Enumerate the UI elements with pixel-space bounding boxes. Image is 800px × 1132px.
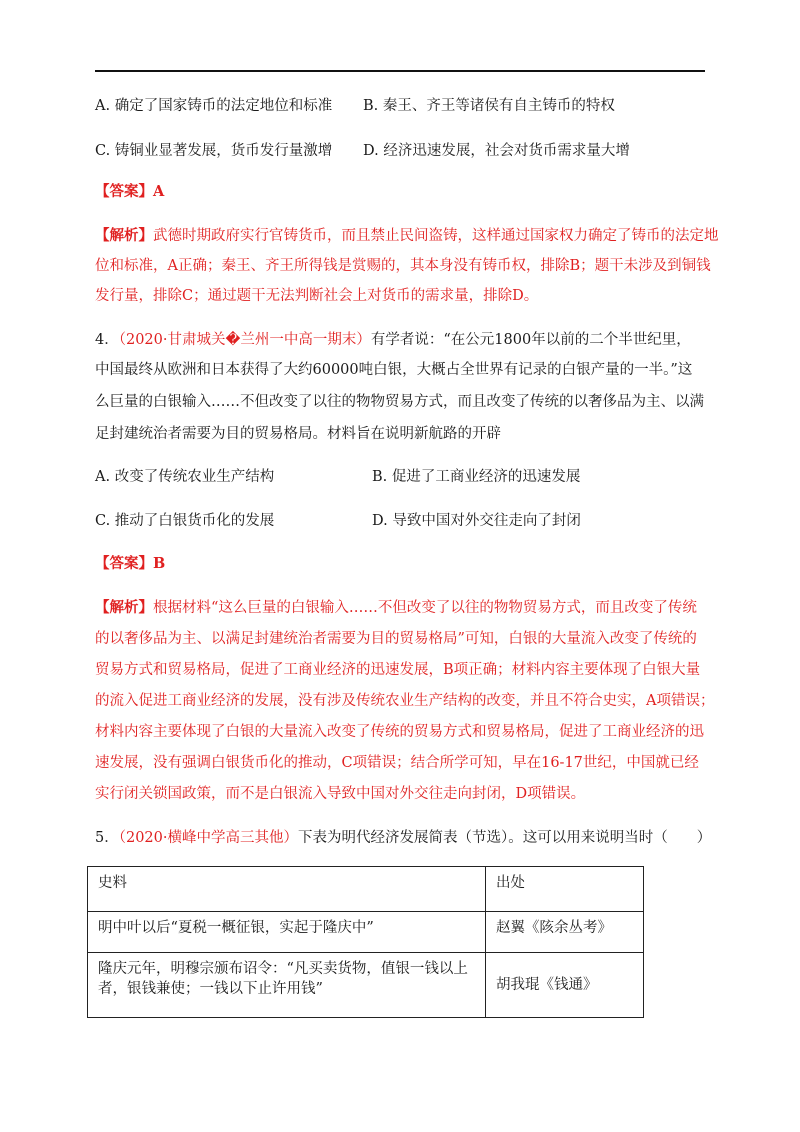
question-number: 4． [95, 332, 119, 348]
q3-answer [95, 182, 164, 202]
q3-analysis-line: 位和标准，A正确；秦王、齐王所得钱是赏赐的，其本身没有铸币权，排除B；题干未涉及到铜钱 [95, 258, 711, 274]
answer-tag: 【答案】 [95, 183, 153, 200]
header-rule [95, 70, 705, 72]
q4-option-b[interactable]: B. 促进了工商业经济的迅速发展 [372, 469, 581, 485]
q4-analysis-line: 贸易方式和贸易格局，促进了工商业经济的迅速发展，B项正确；材料内容主要体现了白银大量 [95, 662, 701, 678]
analysis-text: 根据材料“这么巨量的白银输入……不但改变了以往的物物贸易方式，而且改变了传统 [153, 600, 697, 616]
q4-analysis-line: 速发展，没有强调白银货币化的推动，C项错误；结合所学可知，早在16-17世纪，中国就已经 [95, 755, 699, 771]
q4-stem-line: 么巨量的白银输入……不但改变了以往的物物贸易方式，而且改变了传统的以奢侈品为主、以满 [95, 394, 704, 410]
table-row [88, 912, 644, 953]
q5-source-table [87, 866, 644, 1018]
stem-text: 下表为明代经济发展简表（节选）。这可以用来说明当时（ ） [298, 830, 712, 846]
table-header-cell: 出处 [486, 867, 644, 912]
q4-analysis-line [95, 598, 697, 618]
q5-stem-line [95, 828, 711, 848]
question-source: （2020·甘肃城关�兰州一中高一期末） [118, 332, 371, 348]
analysis-tag: 【解析】 [95, 227, 153, 244]
table-cell: 隆庆元年，明穆宗颁布诏令：“凡买卖货物，值银一钱以上者，银钱兼使；一钱以下止许用钱” [88, 953, 486, 1018]
question-number: 5． [95, 830, 119, 846]
q4-option-a[interactable]: A. 改变了传统农业生产结构 [95, 469, 275, 485]
answer-tag: 【答案】 [95, 555, 153, 572]
q3-analysis-line [95, 226, 719, 246]
table-cell: 胡我琨《钱通》 [486, 953, 644, 1018]
table-row [88, 953, 644, 1018]
q4-option-c[interactable]: C. 推动了白银货币化的发展 [95, 513, 275, 529]
q4-analysis-line: 材料内容主要体现了白银的大量流入改变了传统的贸易方式和贸易格局，促进了工商业经济的迅 [95, 724, 704, 740]
q4-stem-line: 中国最终从欧洲和日本获得了大约60000吨白银，大概占全世界有记录的白银产量的一半。”这 [95, 362, 693, 378]
q3-option-a[interactable]: A. 确定了国家铸币的法定地位和标准 [95, 98, 333, 114]
q4-option-d[interactable]: D. 导致中国对外交往走向了封闭 [372, 513, 581, 529]
table-cell: 明中叶以后“夏税一概征银，实起于隆庆中” [88, 912, 486, 953]
q4-analysis-line: 的以奢侈品为主、以满足封建统治者需要为目的贸易格局”可知，白银的大量流入改变了传统的 [95, 631, 697, 647]
q3-option-b[interactable]: B. 秦王、齐王等诸侯有自主铸币的特权 [363, 98, 615, 114]
q4-answer [95, 554, 165, 574]
analysis-tag: 【解析】 [95, 599, 153, 616]
table-cell: 赵翼《陔余丛考》 [486, 912, 644, 953]
question-source: （2020·横峰中学高三其他） [118, 830, 298, 846]
q4-analysis-line: 的流入促进工商业经济的发展，没有涉及传统农业生产结构的改变，并且不符合史实，A项错误； [95, 693, 715, 709]
q3-option-d[interactable]: D. 经济迅速发展，社会对货币需求量大增 [363, 143, 630, 159]
q4-analysis-line: 实行闭关锁国政策，而不是白银流入导致中国对外交往走向封闭，D项错误。 [95, 786, 586, 802]
q3-analysis-line: 发行量，排除C；通过题干无法判断社会上对货币的需求量，排除D。 [95, 288, 539, 304]
table-header-cell: 史料 [88, 867, 486, 912]
q4-stem-line: 足封建统治者需要为目的贸易格局。材料旨在说明新航路的开辟 [95, 426, 501, 442]
analysis-text: 武德时期政府实行官铸货币，而且禁止民间盗铸，这样通过国家权力确定了铸币的法定地 [153, 228, 719, 244]
stem-text: 有学者说：“在公元1800年以前的二个半世纪里， [370, 332, 691, 348]
table-header-row [88, 867, 644, 912]
answer-value: A [153, 183, 165, 200]
q4-stem-line [95, 330, 691, 350]
q3-option-c[interactable]: C. 铸铜业显著发展，货币发行量激增 [95, 143, 333, 159]
answer-value: B [153, 555, 166, 572]
